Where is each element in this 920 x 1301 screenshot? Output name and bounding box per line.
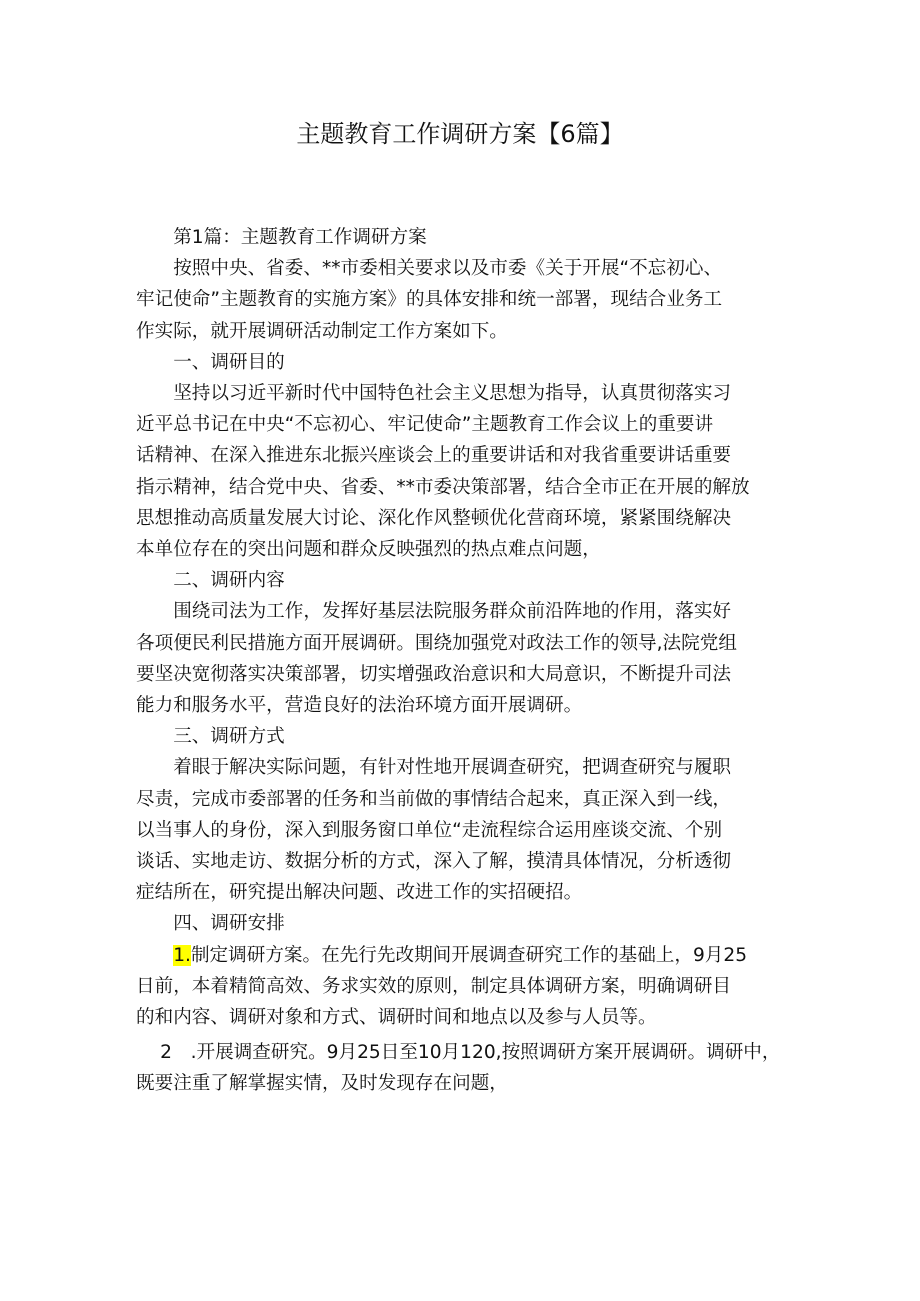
text-line — [136, 940, 796, 971]
section-heading-method: 三、调研方式 — [173, 726, 285, 748]
content-paragraph — [136, 596, 796, 721]
text-line: 围绕司法为工作，发挥好基层法院服务群众前沿阵地的作用，落实好 — [173, 601, 732, 623]
text-line: 牢记使命”主题教育的实施方案》的具体安排和统一部署，现结合业务工 — [136, 289, 723, 311]
text-line: 本单位存在的突出问题和群众反映强烈的热点难点问题， — [136, 539, 601, 561]
section-heading-content: 二、调研内容 — [173, 570, 285, 592]
text-line: 要坚决宽彻落实决策部署，切实增强政治意识和大局意识，不断提升司法 — [136, 663, 732, 685]
text-line: 坚持以习近平新时代中国特色社会主义思想为指导，认真贯彻落实习 — [173, 383, 732, 405]
text-line: 思想推动高质量发展大讨论、深化作风整顿优化营商环境，紧紧围绕解决 — [136, 507, 732, 529]
schedule-item-1 — [136, 940, 796, 1034]
document-body — [136, 222, 796, 1100]
text-line: 能力和服务水平，营造良好的法治环境方面开展调研。 — [136, 695, 583, 717]
text-line: 2 .开展调查研究。9月25日至10月120,按照调研方案开展调研。调研中， — [160, 1042, 781, 1064]
text-line: 话精神、在深入推进东北振兴座谈会上的重要讲话和对我省重要讲话重要 — [136, 445, 732, 467]
text-line: 尽责，完成市委部署的任务和当前做的事情结合起来，真正深入到一线， — [136, 788, 732, 810]
text-line: 的和内容、调研对象和方式、调研时间和地点以及参与人员等。 — [136, 1007, 657, 1029]
method-paragraph — [136, 752, 796, 908]
schedule-item-2 — [136, 1037, 796, 1099]
text-line: 症结所在，研究提出解决问题、改进工作的实招硬招。 — [136, 882, 583, 904]
text-line: 近平总书记在中央“不忘初心、牢记使命”主题教育工作会议上的重要讲 — [136, 414, 714, 436]
text-line: 既要注重了解掌握实情，及时发现存在问题， — [136, 1073, 508, 1095]
document-title: 主题教育工作调研方案【6篇】 — [296, 120, 624, 148]
text-segment: 制定调研方案。在先行先改期间开展调查研究工作的基础上，9月25 — [190, 944, 748, 966]
chapter-heading: 第1篇：主题教育工作调研方案 — [173, 227, 427, 248]
text-line: 作实际，就开展调研活动制定工作方案如下。 — [136, 320, 508, 342]
text-line: 按照中央、省委、**市委相关要求以及市委《关于开展“不忘初心、 — [173, 258, 723, 280]
intro-paragraph — [136, 253, 796, 347]
text-line: 各项便民利民措施方面开展调研。围绕加强党对政法工作的领导,法院党组 — [136, 632, 737, 654]
text-line: 以当事人的身份，深入到服务窗口单位“走流程综合运用座谈交流、个别 — [136, 819, 723, 841]
text-line: 谈话、实地走访、数据分析的方式，深入了解，摸清具体情况，分析透彻 — [136, 851, 732, 873]
text-line: 指示精神，结合党中央、省委、**市委决策部署，结合全市正在开展的解放 — [136, 476, 750, 498]
section-heading-purpose: 一、调研目的 — [173, 351, 285, 373]
text-line: 着眼于解决实际问题，有针对性地开展调查研究，把调查研究与履职 — [173, 757, 732, 779]
highlighted-item-number: 1. — [173, 944, 191, 966]
text-line: 日前，本着精简高效、务求实效的原则，制定具体调研方案，明确调研目 — [136, 975, 732, 997]
section-heading-schedule: 四、调研安排 — [173, 913, 285, 935]
purpose-paragraph — [136, 378, 796, 565]
